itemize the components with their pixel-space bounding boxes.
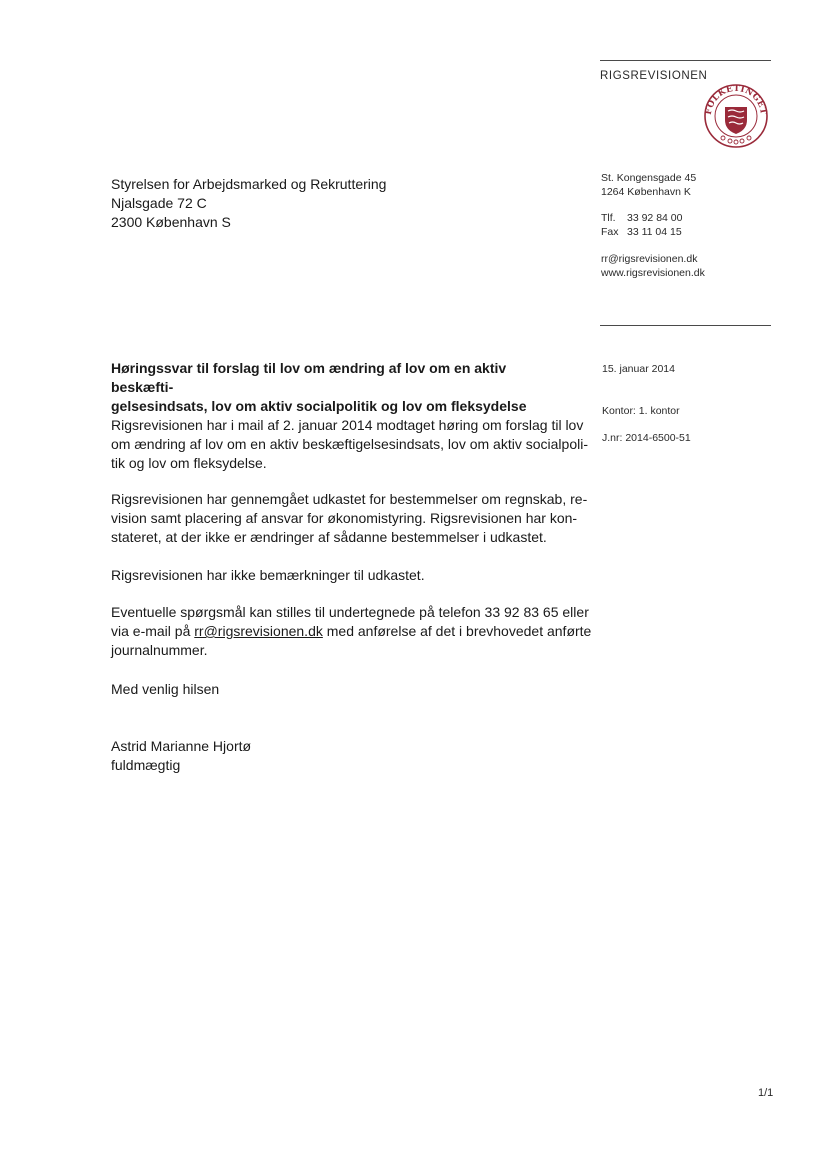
phone-label: Tlf. (601, 212, 616, 224)
fax-row (601, 226, 682, 240)
body-paragraph-3 (111, 566, 571, 585)
body-paragraph-2 (111, 490, 588, 547)
recipient-line: Styrelsen for Arbejdsmarked og Rekruttering (111, 176, 387, 192)
body-line: Rigsrevisionen har i mail af 2. januar 2014 modtaget høring om forslag til lov (111, 417, 584, 433)
body-paragraph-1 (111, 416, 588, 473)
header-rule-bottom (600, 325, 771, 326)
journal-number: J.nr: 2014-6500-51 (602, 432, 691, 444)
office-ref: Kontor: 1. kontor (602, 405, 680, 417)
body-text: via e-mail på (111, 623, 195, 639)
address-line: 1264 København K (601, 185, 691, 198)
seal-text: FOLKETINGET (703, 83, 769, 116)
email-link[interactable]: rr@rigsrevisionen.dk (194, 623, 323, 639)
body-paragraph-4 (111, 603, 592, 660)
recipient-address (111, 175, 386, 232)
signature-block (111, 737, 571, 775)
body-line: vision samt placering af ansvar for økonomistyring. Rigsrevisionen har kon- (111, 510, 578, 526)
letter-date: 15. januar 2014 (602, 363, 675, 375)
address-line: St. Kongensgade 45 (601, 172, 697, 184)
phone-row (601, 212, 682, 226)
body-line: Rigsrevisionen har gennemgået udkastet for bestemmelser om regnskab, re- (111, 491, 588, 507)
contact-numbers (601, 212, 682, 239)
body-line: tik og lov om fleksydelse. (111, 455, 267, 471)
subject-line: Høringssvar til forslag til lov om ændring af lov om en aktiv beskæfti- (111, 360, 507, 395)
signatory-name: Astrid Marianne Hjortø (111, 738, 252, 754)
fax-label: Fax (601, 225, 619, 238)
org-address (601, 172, 696, 199)
contact-online (601, 253, 705, 280)
header-rule-top (600, 60, 771, 61)
body-line: Eventuelle spørgsmål kan stilles til undertegnede på telefon 33 92 83 65 eller (111, 604, 589, 620)
recipient-line: 2300 København S (111, 214, 231, 230)
letter-subject (111, 359, 571, 416)
body-text: med anførelse af det i brevhovedet anførte (322, 623, 592, 639)
page-number: 1/1 (758, 1087, 774, 1099)
org-email[interactable]: rr@rigsrevisionen.dk (601, 253, 698, 265)
org-website[interactable]: www.rigsrevisionen.dk (601, 266, 705, 279)
body-line (111, 622, 592, 641)
body-line: om ændring af lov om en aktiv beskæftigelsesindsats, lov om aktiv socialpoli- (111, 436, 588, 452)
closing: Med venlig hilsen (111, 681, 220, 697)
subject-line: gelsesindsats, lov om aktiv socialpolitik og lov om fleksydelse (111, 398, 527, 414)
phone-number: 33 92 84 00 (627, 212, 683, 224)
body-line: Rigsrevisionen har ikke bemærkninger til udkastet. (111, 567, 425, 583)
folketinget-seal-icon (703, 83, 769, 149)
signatory-title: fuldmægtig (111, 757, 181, 773)
fax-number: 33 11 04 15 (627, 225, 682, 238)
org-name: RIGSREVISIONEN (600, 70, 708, 82)
recipient-line: Njalsgade 72 C (111, 195, 207, 211)
body-line: stateret, at der ikke er ændringer af sådanne bestemmelser i udkastet. (111, 529, 547, 545)
body-line: journalnummer. (111, 642, 208, 658)
